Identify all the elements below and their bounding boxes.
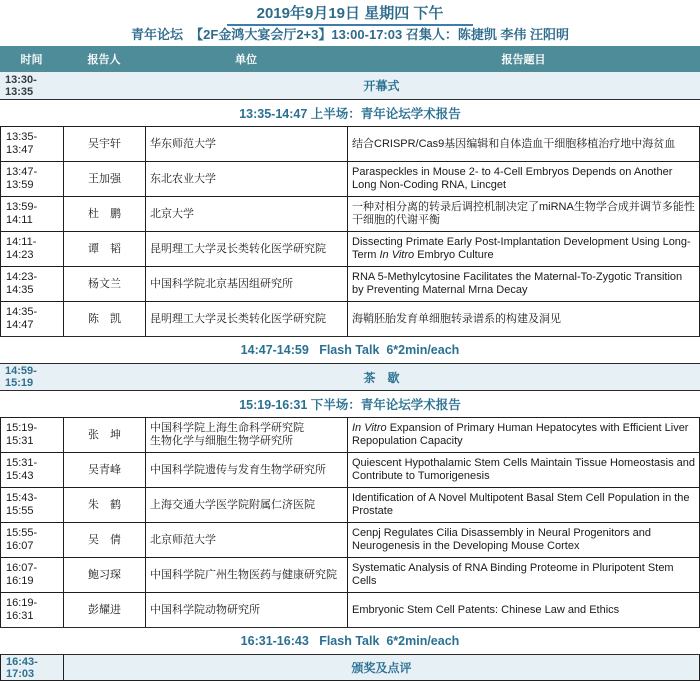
title-cell: [348, 127, 699, 161]
title-cell: [348, 558, 699, 592]
talk-title: [352, 271, 695, 297]
time-cell: 14:23-14:35: [1, 267, 64, 301]
title-cell: [348, 267, 699, 301]
time-cell: 13:30-13:35: [5, 73, 37, 98]
title-cell: [348, 523, 699, 557]
speaker-cell: 谭 韬: [64, 232, 146, 266]
time-cell: 16:07-16:19: [1, 558, 64, 592]
page-header: [0, 0, 700, 43]
talk-title: [352, 236, 695, 262]
talk-row: [0, 592, 700, 627]
talk-title: [352, 313, 561, 326]
unit-line: 中国科学院遗传与发育生物学研究所: [150, 463, 326, 476]
talk-title: [352, 457, 695, 483]
title-segment: Expansion of Primary Human Hepatocytes with Efficient Liver Repopulation Capacity: [352, 422, 689, 447]
speaker-cell: 吴宇轩: [64, 127, 146, 161]
title-segment: Systematic Analysis of RNA Binding Proteome in Pluripotent Stem Cells: [352, 562, 674, 587]
title-segment-italic: In Vitro: [352, 422, 387, 434]
unit-line: 中国科学院北京基因组研究所: [150, 277, 293, 290]
page-title: 2019年9月19日 星期四 下午: [227, 5, 474, 26]
unit-line: 上海交通大学医学院附属仁济医院: [150, 498, 315, 511]
title-segment: Embryonic Stem Cell Patents: Chinese Law and Ethics: [352, 603, 620, 616]
time-cell: 13:59-14:11: [1, 197, 64, 231]
section-label: 13:35-14:47 上半场：青年论坛学术报告: [239, 107, 461, 121]
unit-cell: [146, 488, 348, 522]
title-segment: 海鞘胚胎发育单细胞转录谱系的构建及洞见: [352, 312, 561, 325]
unit-line: 北京大学: [150, 207, 194, 220]
title-cell: [348, 593, 699, 627]
col-header-unit: 单位: [235, 54, 257, 66]
special-label: 茶 歇: [363, 370, 400, 385]
talk-row: [0, 487, 700, 522]
title-cell: [348, 197, 699, 231]
unit-cell: [146, 593, 348, 627]
unit-line: 中国科学院广州生物医药与健康研究院: [150, 568, 337, 581]
unit-cell: [146, 453, 348, 487]
unit-cell: [146, 127, 348, 161]
section-row: [0, 99, 700, 126]
unit-line: 生物化学与细胞生物学研究所: [150, 435, 293, 447]
speaker-cell: 杨文兰: [64, 267, 146, 301]
time-cell: 14:59-15:19: [5, 365, 37, 389]
title-segment: Paraspeckles in Mouse 2- to 4-Cell Embryos Depends on Another Long Non-Coding RNA, Lincget: [352, 166, 673, 191]
unit-cell: [146, 523, 348, 557]
talk-title: [352, 527, 695, 553]
unit-line: 华东师范大学: [150, 137, 216, 150]
col-header-speaker: 报告人: [87, 54, 121, 66]
speaker-cell: 王加强: [64, 162, 146, 196]
talk-row: [0, 452, 700, 487]
title-segment: 结合CRISPR/Cas9基因编辑和自体造血干细胞移植治疗地中海贫血: [352, 137, 676, 150]
time-cell: 14:35-14:47: [1, 302, 64, 336]
col-header-title: 报告题目: [501, 54, 546, 66]
speaker-cell: 鲍习琛: [64, 558, 146, 592]
talk-row: [0, 301, 700, 336]
talk-title: [352, 562, 695, 588]
section-row: [0, 627, 700, 654]
unit-lines: [150, 138, 216, 151]
unit-line: 北京师范大学: [150, 533, 216, 546]
title-segment-italic: In Vitro: [379, 249, 415, 261]
talk-row: [0, 126, 700, 161]
time-cell: 15:19-15:31: [1, 418, 64, 452]
speaker-cell: 陈 凯: [64, 302, 146, 336]
unit-cell: [146, 267, 348, 301]
title-cell: [348, 302, 699, 336]
unit-cell: [146, 418, 348, 452]
talk-title: [352, 201, 695, 227]
unit-cell: [146, 162, 348, 196]
unit-lines: [150, 569, 337, 582]
talk-title: [352, 138, 675, 151]
unit-lines: [150, 208, 194, 221]
special-label: 开幕式: [363, 79, 400, 93]
unit-lines: [150, 604, 260, 617]
section-label: 16:31-16:43 Flash Talk 6*2min/each: [240, 634, 460, 648]
talk-row: [0, 196, 700, 231]
unit-lines: [150, 313, 326, 326]
talk-row: [0, 557, 700, 592]
talk-row: [0, 266, 700, 301]
talk-title: [352, 422, 695, 448]
title-cell: [348, 232, 699, 266]
talk-row: [0, 417, 700, 452]
time-cell: 15:43-15:55: [1, 488, 64, 522]
unit-lines: [150, 534, 216, 547]
section-row: [0, 390, 700, 417]
special-row: [0, 363, 700, 390]
table-header-row: [0, 46, 700, 72]
title-segment: Identification of A Novel Multipotent Basal Stem Cell Population in the Prostate: [352, 492, 690, 517]
title-segment: Cenpj Regulates Cilia Disassembly in Neural Progenitors and Neurogenesis in the Developing Mouse Cortex: [352, 527, 651, 552]
time-cell: 13:35-13:47: [1, 127, 64, 161]
speaker-cell: 彭耀进: [64, 593, 146, 627]
unit-line: 中国科学院动物研究所: [150, 603, 260, 616]
title-segment: RNA 5-Methylcytosine Facilitates the Maternal-To-Zygotic Transition by Preventing Maternal Mrna Decay: [352, 271, 683, 296]
section-label: 14:47-14:59 Flash Talk 6*2min/each: [240, 343, 460, 357]
section-label: 15:19-16:31 下半场：青年论坛学术报告: [239, 398, 461, 412]
unit-lines: [150, 422, 304, 448]
schedule-table-body: [0, 72, 700, 681]
title-cell: [348, 488, 699, 522]
unit-lines: [150, 499, 315, 512]
unit-cell: [146, 558, 348, 592]
special-row: [0, 72, 700, 99]
unit-cell: [146, 197, 348, 231]
special-row: [0, 654, 700, 681]
unit-lines: [150, 278, 293, 291]
unit-cell: [146, 232, 348, 266]
time-cell: 16:19-16:31: [1, 593, 64, 627]
speaker-cell: 吴青峰: [64, 453, 146, 487]
unit-line: 昆明理工大学灵长类转化医学研究院: [150, 312, 326, 325]
speaker-cell: 杜 鹏: [64, 197, 146, 231]
unit-line: 昆明理工大学灵长类转化医学研究院: [150, 242, 326, 255]
col-header-time: 时间: [20, 54, 43, 66]
speaker-cell: 吴 倩: [64, 523, 146, 557]
time-cell: 14:11-14:23: [1, 232, 64, 266]
schedule-table: [0, 46, 700, 681]
time-cell: 15:55-16:07: [1, 523, 64, 557]
title-cell: [348, 162, 699, 196]
unit-line: 东北农业大学: [150, 172, 216, 185]
section-row: [0, 336, 700, 363]
title-segment: Embryo Culture: [414, 249, 494, 261]
time-cell: 13:47-13:59: [1, 162, 64, 196]
title-segment: Quiescent Hypothalamic Stem Cells Maintain Tissue Homeostasis and Contribute to Tumorigenesis: [352, 457, 695, 482]
unit-lines: [150, 464, 326, 477]
speaker-cell: 张 坤: [64, 418, 146, 452]
time-cell: 16:43-17:03: [1, 655, 64, 680]
talk-row: [0, 231, 700, 266]
talk-row: [0, 522, 700, 557]
unit-cell: [146, 302, 348, 336]
special-label: 颁奖及点评: [351, 661, 412, 675]
title-cell: [348, 453, 699, 487]
talk-title: [352, 166, 695, 192]
talk-title: [352, 604, 619, 617]
unit-lines: [150, 243, 326, 256]
title-cell: [348, 418, 699, 452]
unit-lines: [150, 173, 216, 186]
unit-line: 中国科学院上海生命科学研究院: [150, 422, 304, 434]
talk-title: [352, 492, 695, 518]
page-subtitle: 青年论坛 【2F金鸿大宴会厅2+3】13:00-17:03 召集人：陈捷凯 李伟 汪阳明: [130, 27, 570, 42]
speaker-cell: 朱 鹤: [64, 488, 146, 522]
time-cell: 15:31-15:43: [1, 453, 64, 487]
talk-row: [0, 161, 700, 196]
title-segment: Dissecting Primate Early Post-Implantation Development Using Long- Term: [352, 236, 691, 261]
title-segment: 一种对相分离的转录后调控机制决定了miRNA生物学合成并调节多能性干细胞的代谢平衡: [352, 201, 695, 226]
